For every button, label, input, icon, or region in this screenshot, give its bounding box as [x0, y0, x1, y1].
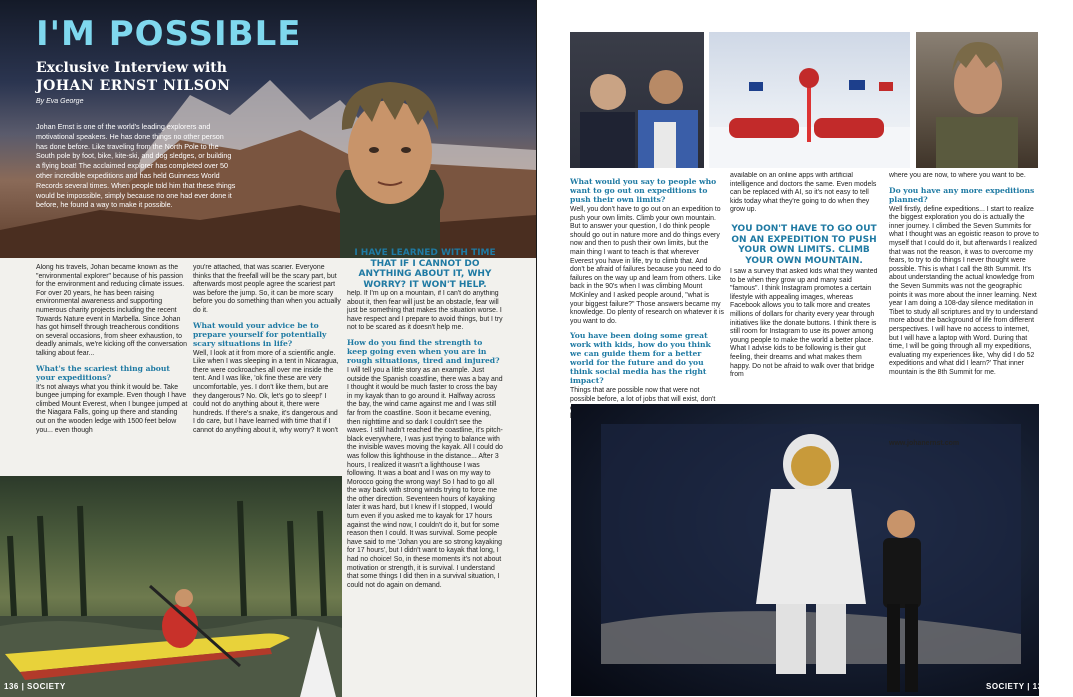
- paragraph: Well, you don't have to go out on an expedition to push your own limits. Climb your own mountain. But to answer your question, I do think people should go out in nature more and do things every now and then to push their own limits, but the main thing I want to teach is that wherever Everest you have in life, try to climb that. And don't be afraid of failures because you need to do failures on the way up and learn from others. Like back in the 90's when I was climbing Mount McKinley and I asked people around, "what is your biggest failure?" Those answers became my knowledge. Do plenty of research on whatever it is you want to do.: [570, 206, 724, 325]
- photo-two-men: [570, 32, 704, 168]
- paragraph: where you are now, to where you want to be.: [889, 172, 1026, 179]
- interview-question: What's the scariest thing about your expeditions?: [36, 363, 170, 382]
- photo-polar-expedition: [709, 32, 910, 168]
- article-subtitle-line2: JOHAN ERNST NILSON: [36, 78, 231, 94]
- paragraph: I will tell you a little story as an example. Just outside the Spanish coastline, there was a bay and I thought it would be much faster to cross the bay in my kayak than to go around it. Halfway across the bay, the wind came against me and I was still far from the coastline. Soon it became evening, then nighttime and so dark I couldn't see the waves. I still hadn't reached the coastline, it's pitch-black everywhere, I was just trying to balance with the invisible waves moving the kayak. All I could do was follow this lighthouse in the distance... After 3 hours, I realized it wasn't a lighthouse I was following. It was a boat and I was on my way to Morocco going the wrong way! So I had to go all the way back with strong winds trying to force me the other direction. Seventeen hours of kayaking later it was hard, but I knew if I stopped, I would turn even if you asked me to kayak for 17 hours against the wind now, I couldn't do it, but for some reason then I could. It was survival. Some people have said to me 'Johan you are so strong kayaking for 17 hours', but I didn't want to kayak that long, I had no choice! So, in these moments it's not about motivation or strength, it is survival. I understand that some things I did then in a survival situation, I could not do again on demand.: [347, 366, 503, 589]
- paragraph: Along his travels, Johan became known as the "environmental explorer" because of his passion for the environment and reducing climate issues. For over 20 years, he has been raising environmental awareness and supporting numerous charity projects including the recent Towards Nature event in Marbella. Since Johan has got himself through treacherous conditions on several occasions, from sheer exhaustion, to deadly animals, we're kicking off the conversation talking about fear...: [36, 264, 187, 357]
- polar-graphic: [709, 32, 910, 168]
- left-column-1: [36, 264, 188, 476]
- page-number-right: SOCIETY | 137: [986, 682, 1048, 691]
- interview-question: Do you have any more expeditions planned?: [889, 185, 1035, 204]
- right-column-2-top: [730, 172, 878, 222]
- pull-quote: YOU DON'T HAVE TO GO OUT ON AN EXPEDITION TO PUSH YOUR OWN LIMITS. CLIMB YOUR OWN MOUNTAIN.: [731, 224, 877, 266]
- article-title: I'M POSSIBLE: [36, 14, 302, 54]
- paragraph: Well, I look at it from more of a scientific angle. Like when I was sleeping in a tent in Nicaragua, there were cockroaches all over me inside the tent. And I was like, 'ok fine these are very uncomfortable, yes. I don't like them, but are they dangerous? No. Ok, let's go to sleep!' I could not do anything about it, there were hundreds. If there's a snake, it's dangerous and I do care, but I have learned with time that if I cannot do anything about it, why worry? It won't: [193, 349, 339, 434]
- byline: By Eva George: [36, 98, 84, 105]
- pull-quote: I HAVE LEARNED WITH TIME THAT IF I CANNOT DO ANYTHING ABOUT IT, WHY WORRY? IT WON'T HELP.: [354, 248, 496, 290]
- paragraph: you're attached, that was scarier. Everyone thinks that the freefall will be the scary part, but afterwards most people agree the scariest part was before the jump. So, it can be more scary before you do something than when you actually do it.: [193, 264, 341, 314]
- article-subtitle-line1: Exclusive Interview with: [36, 60, 227, 76]
- intro-paragraph: Johan Ernst is one of the world's leading explorers and motivational speakers. He has done things no other person has done before. Like traveling from the North Pole to the South pole by foot, bike, kite-ski, and dog sledges, or building a flying boat! The acclaimed explorer has completed over 50 other incredible expeditions and has held Guinness World Records several times. When people told him that these things would be impossible, simply because no one had ever done it before, he found a way to make it possible.: [36, 122, 236, 210]
- explorer-portrait-2: [916, 32, 1038, 168]
- kayak-scene-graphic: [0, 476, 342, 697]
- interview-question: How do you find the strength to keep going even when you are in rough situations, tired and injured?: [347, 337, 500, 365]
- two-men-graphic: [570, 32, 704, 168]
- photo-explorer-portrait: [916, 32, 1038, 168]
- paragraph: Things that are possible now that were not possible before, a lot of jobs that will exist, don't: [570, 387, 716, 403]
- interview-question: You have been doing some great work with kids, how do you think we can guide them for a better world for the future and do you think social media has the right impact?: [570, 331, 711, 386]
- stage-graphic: [571, 404, 1039, 696]
- stage-presentation-photo: [571, 404, 1039, 696]
- right-column-3: [889, 172, 1039, 442]
- page-number-left: 136 | SOCIETY: [4, 682, 66, 691]
- paragraph: help. If I'm up on a mountain, if I can't do anything about it, then fear will just be an obstacle, fear will just be something that makes the situation worse. I have respect and I prepare to avoid things, but I try not to be scared as it doesn't help me.: [347, 290, 503, 332]
- paragraph: It's not always what you think it would be. Take bungee jumping for example. Even though I have climbed Mount Everest, when I bungee jumped at the Niagara Falls, going up there and standing out on the wooden ledge with 1500 feet below you... even though: [36, 383, 188, 434]
- right-page: [537, 0, 1073, 697]
- paragraph: I saw a survey that asked kids what they wanted to be when they grow up and many said "famous". I think Instagram promotes a certain lifestyle with appealing images, whereas Facebook allows you to talk more and creates millions of dollars for charity every year through initiatives like the donate buttons. I think there is still room for Instagram to use its power among young people to make the world a better place. What I advise kids to be following is their gut feeling, their dreams and what makes them happy. Do not be afraid to walk over that bridge from: [730, 268, 878, 379]
- explorer-portrait: [300, 70, 480, 258]
- left-column-2: [193, 264, 341, 476]
- interview-question: What would you say to people who want to go out on expeditions to push their own limits?: [570, 177, 717, 204]
- paragraph: Well firstly, define expeditions... I start to realize the biggest exploration you do is actually the inner journey. I climbed the Seven Summits for what I thought was an egoistic reason to prove to myself that I could do it, but afterwards I realized that was not the reason, it was to overcome my fears, to try to do things I never thought were possible. This is what I call the 8th Summit. It's about understanding the actual knowledge from the Seven Summits was not the geographic points it was more about the inner learning. Next year I am doing a 108-day silence meditation in Tibet to study all scriptures and try to understand more about the background of life from different perspectives. I will have no access to internet, but I will have a laptop with Word. During that time, I will be going through all my expeditions, evaluating my experiences like, 'why did I do 52 expeditions and what did I learn?' That inner mountain is the 8th Summit for me.: [889, 205, 1039, 376]
- left-page: [0, 0, 536, 697]
- kayak-photo: [0, 476, 342, 697]
- left-column-3: [347, 290, 503, 695]
- hero-photo: [0, 0, 536, 258]
- website-link[interactable]: www.johanernst.com: [889, 440, 960, 447]
- interview-question: What would your advice be to prepare yourself for potentially scary situations in life?: [193, 320, 327, 348]
- paragraph: available on an online apps with artificial intelligence and doctors the same. Even models can be replaced with AI, so it's not easy to tell kids today what they're going to do when they grow up.: [730, 172, 877, 214]
